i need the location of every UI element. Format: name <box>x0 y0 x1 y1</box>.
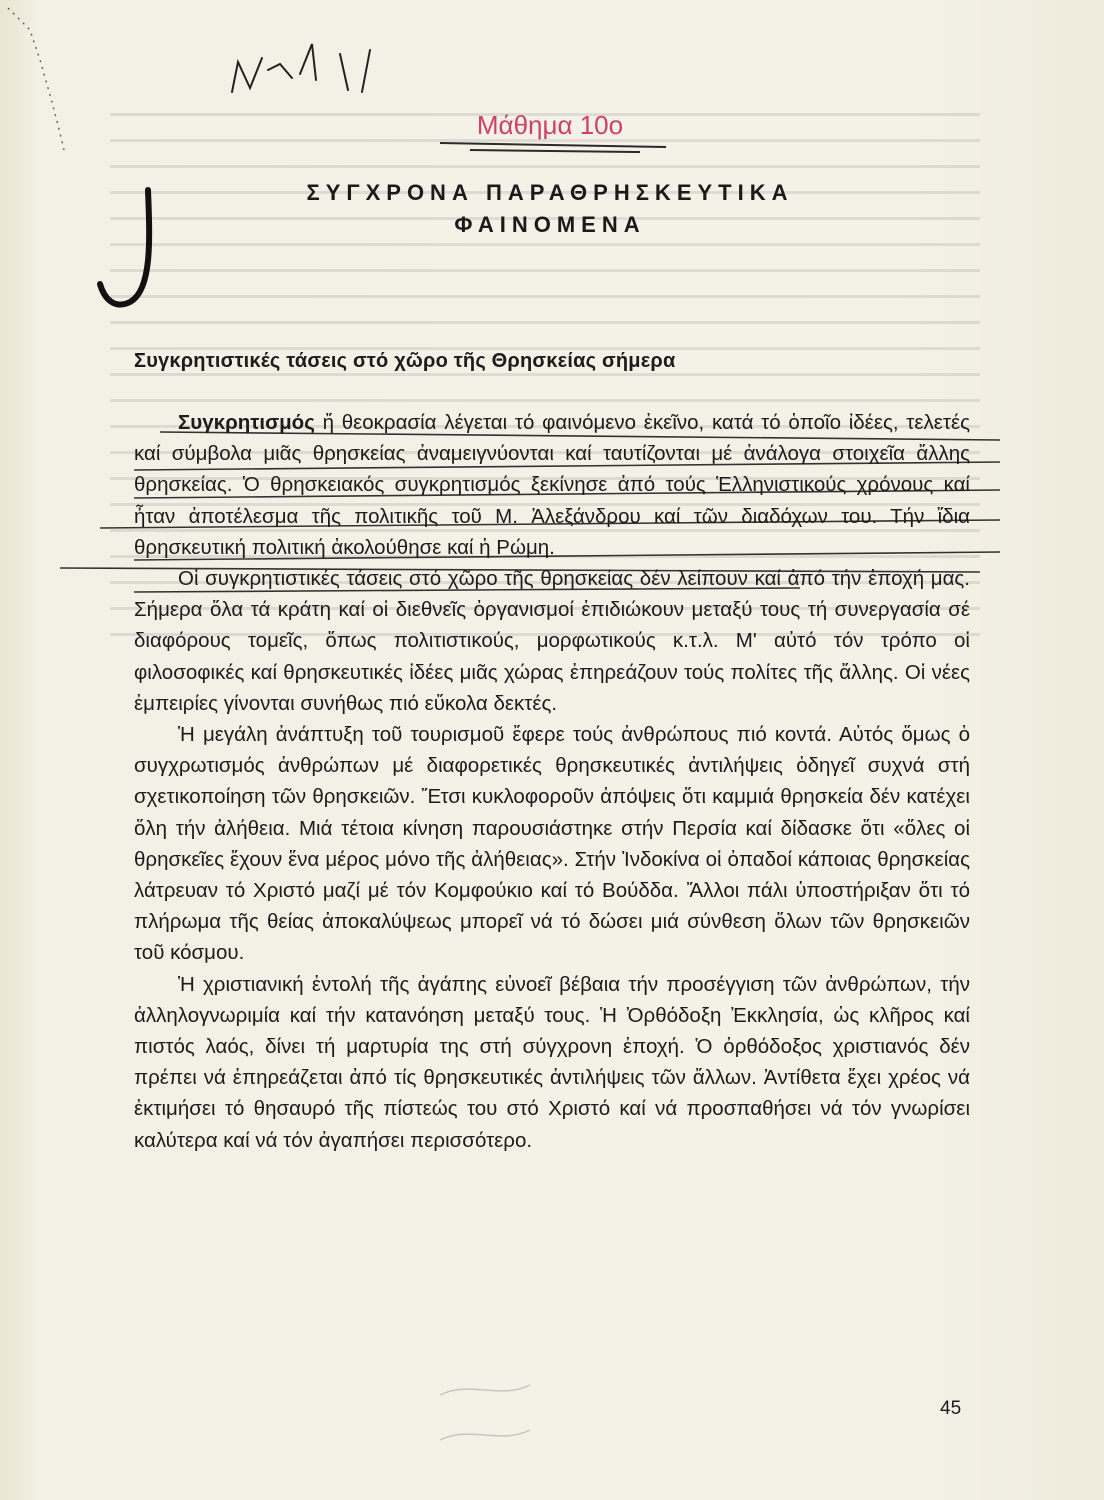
defined-term: Συγκρητισμός <box>178 411 315 434</box>
chapter-title-line-1: ΣΥΓΧΡΟΝΑ ΠΑΡΑΘΡΗΣΚΕΥΤΙΚΑ <box>306 180 794 205</box>
page-number: 45 <box>940 1398 962 1419</box>
paragraph-1 <box>134 407 970 563</box>
pen-scribble <box>232 44 370 92</box>
chapter-title-line-2: ΦΑΙΝΟΜΕΝΑ <box>454 212 646 237</box>
pen-underline <box>440 143 666 152</box>
section-heading: Συγκρητιστικές τάσεις στό χῶρο τῆς Θρησκείας σήμερα <box>134 350 676 372</box>
paragraph-text: ἤ θεοκρασία λέγεται τό φαινόμενο ἐκεῖνο, κατά τό ὁποῖο ἰδέες, τελετές καί σύμβολα μιᾶς θρησκείας ἀναμειγνύονται καί ταυτίζονται μέ ἀνάλογα στοιχεῖα ἄλλης θρησκείας. Ὁ θρησκειακός συγκρητισμός ξεκίνησε ἀπό τούς Ἑλληνιστικούς χρόνους καί ἦταν ἀποτέλεσμα τῆς πολιτικῆς τοῦ Μ. Ἀλεξάνδρου καί τῶν διαδόχων του. Τήν ἴδια θρησκευτική πολιτική ἀκολούθησε καί ἡ Ρώμη. <box>134 411 970 559</box>
lesson-label: Μάθημα 10ο <box>476 110 624 140</box>
paragraph-3: Ἡ μεγάλη ἀνάπτυξη τοῦ τουρισμοῦ ἔφερε τούς ἀνθρώπους πιό κοντά. Αὐτός ὅμως ὁ συγχρωτισμός ἀνθρώπων μέ διαφορετικές θρησκευτικές ἀντιλήψεις ὁδηγεῖ συχνά στή σχετικοποίηση τῶν θρησκειῶν. Ἔτσι κυκλοφοροῦν ἀπόψεις ὅτι καμμιά θρησκεία δέν κατέχει ὅλη τήν ἀλήθεια. Μιά τέτοια κίνηση παρουσιάστηκε στήν Περσία καί δίδασκε ὅτι «ὅλες οἱ θρησκεῖες ἔχουν ἕνα μέρος μόνο τῆς ἀλήθειας». Στήν Ἰνδοκίνα οἱ ὀπαδοί κάποιας θρησκείας λάτρευαν τό Χριστό μαζί μέ τόν Κομφούκιο καί τό Βούδδα. Ἄλλοι πάλι ὑποστήριξαν ὅτι τό πλήρωμα τῆς θείας ἀποκαλύψεως μπορεῖ νά τό δώσει μιά σύνθεση ὅλων τῶν θρησκειῶν τοῦ κόσμου. <box>134 723 970 965</box>
pen-checkmark <box>100 190 149 305</box>
body-text <box>134 407 970 1156</box>
paragraph-4: Ἡ χριστιανική ἐντολή τῆς ἀγάπης εὐνοεῖ βέβαια τήν προσέγγιση τῶν ἀνθρώπων, τήν ἀλληλογνωριμία καί τήν κατανόηση μεταξύ τους. Ἡ Ὀρθόδοξη Ἐκκλησία, ὡς κλῆρος καί πιστός λαός, δίνει τή μαρτυρία της στή σύγχρονη ἐποχή. Ὁ ὀρθόδοξος χριστιανός δέν πρέπει νά ἐπηρεάζεται ἀπό τίς θρησκευτικές ἀντιλήψεις τῶν ἄλλων. Ἀντίθετα ἔχει χρέος νά ἐκτιμήσει τό θησαυρό τῆς πίστεώς του στό Χριστό καί νά προσπαθήσει νά τόν γνωρίσει καλύτερα καί νά τόν ἀγαπήσει περισσότερο. <box>134 972 970 1152</box>
paragraph-2: Οἱ συγκρητιστικές τάσεις στό χῶρο τῆς θρησκείας δέν λείπουν καί ἀπό τήν ἐποχή μας. Σήμερα ὅλα τά κράτη καί οἱ διεθνεῖς ὀργανισμοί ἐπιδιώκουν μεταξύ τους τή συνεργασία σέ διαφόρους τομεῖς, ὅπως πολιτιστικούς, μορφωτικούς κ.τ.λ. Μ' αὐτό τόν τρόπο οἱ φιλοσοφικές καί θρησκευτικές ἰδέες μιᾶς χώρας ἐπηρεάζουν τούς πολίτες τῆς ἄλλης. Οἱ νέες ἐμπειρίες γίνονται συνήθως πιό εὔκολα δεκτές. <box>134 567 970 715</box>
pencil-scribble <box>440 1385 530 1440</box>
pen-dots <box>8 8 64 150</box>
